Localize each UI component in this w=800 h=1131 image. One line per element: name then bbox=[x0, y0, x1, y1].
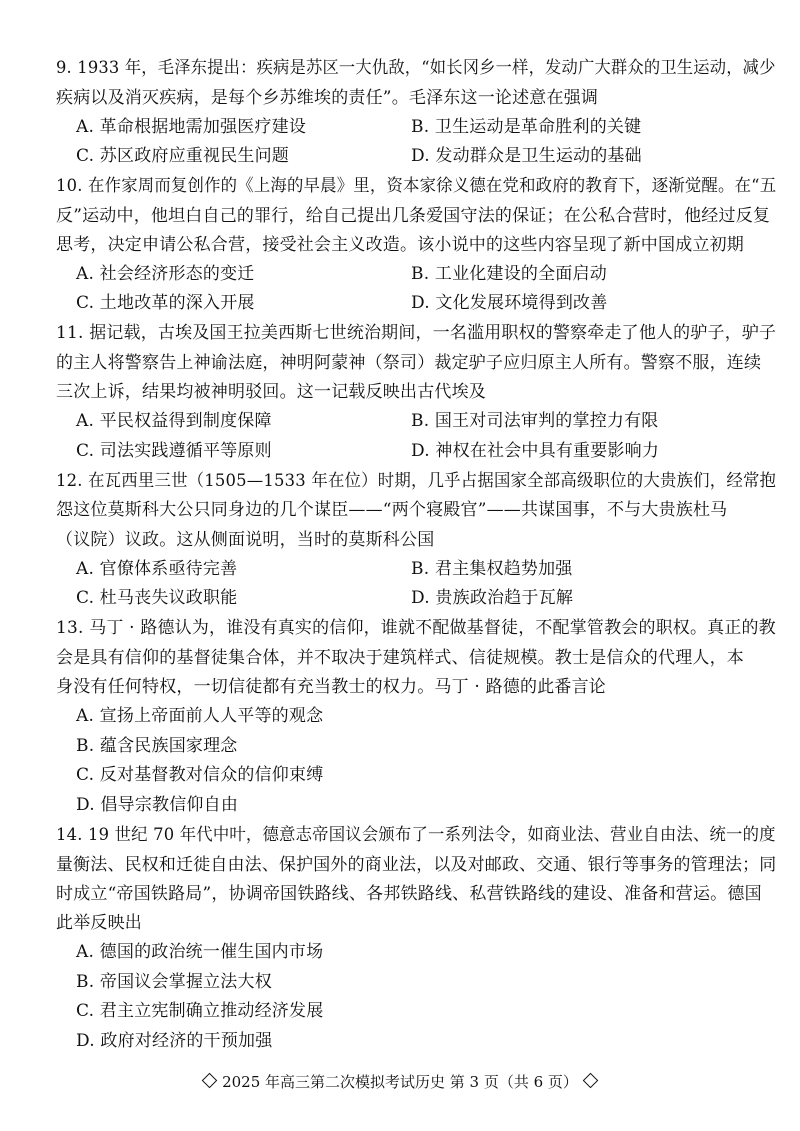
question-stem-line: 9. 1933 年，毛泽东提出：疾病是苏区一大仇敌，“如长冈乡一样，发动广大群众的卫生运动，减少 bbox=[56, 58, 776, 78]
question-stem-line: 13. 马丁 · 路德认为，谁没有真实的信仰，谁就不配做基督徒，不配掌管教会的职权。真正的教 bbox=[56, 618, 776, 638]
option-c: C. 司法实践遵循平等原则 bbox=[76, 441, 272, 461]
option-a: A. 社会经济形态的变迁 bbox=[76, 264, 255, 284]
option-d: D. 政府对经济的干预加强 bbox=[76, 1031, 273, 1051]
option-b: B. 君主集权趋势加强 bbox=[411, 559, 573, 579]
option-b: B. 工业化建设的全面启动 bbox=[411, 264, 607, 284]
question-stem-line: 会是具有信仰的基督徒集合体，并不取决于建筑样式、信徒规模。教士是信众的代理人，本 bbox=[56, 648, 744, 668]
question-stem-line: 量衡法、民权和迁徙自由法、保护国外的商业法，以及对邮政、交通、银行等事务的管理法；同 bbox=[56, 855, 777, 875]
option-a: A. 革命根据地需加强医疗建设 bbox=[76, 117, 307, 137]
option-a: A. 平民权益得到制度保障 bbox=[76, 411, 272, 431]
option-c: C. 土地改革的深入开展 bbox=[76, 293, 255, 313]
question-stem-line: 12. 在瓦西里三世（1505—1533 年在位）时期，几乎占据国家全部高级职位的大贵族们，经常抱 bbox=[56, 471, 777, 491]
option-b: B. 帝国议会掌握立法大权 bbox=[76, 972, 272, 992]
question-stem-line: 10. 在作家周而复创作的《上海的早晨》里，资本家徐义德在党和政府的教育下，逐渐觉醒。在“五 bbox=[56, 176, 777, 196]
question-stem-line: 此举反映出 bbox=[56, 913, 142, 933]
question-stem-line: 思考，决定申请公私合营，接受社会主义改造。该小说中的这些内容呈现了新中国成立初期 bbox=[56, 235, 744, 255]
question-stem-line: 11. 据记载，古埃及国王拉美西斯七世统治期间，一名滥用职权的警察牵走了他人的驴子，驴子 bbox=[56, 323, 777, 343]
question-stem-line: 身没有任何特权，一切信徒都有充当教士的权力。马丁 · 路德的此番言论 bbox=[56, 677, 607, 697]
question-stem-line: 三次上诉，结果均被神明驳回。这一记载反映出古代埃及 bbox=[56, 382, 486, 402]
question-stem-line: 14. 19 世纪 70 年代中叶，德意志帝国议会颁布了一系列法令，如商业法、营业自由法、统一的度 bbox=[56, 825, 776, 845]
option-b: B. 蕴含民族国家理念 bbox=[76, 736, 238, 756]
option-c: C. 反对基督教对信众的信仰束缚 bbox=[76, 765, 324, 785]
footer-text: 2025 年高三第二次模拟考试历史 第 3 页（共 6 页） bbox=[222, 1073, 578, 1091]
option-a: A. 官僚体系亟待完善 bbox=[76, 559, 238, 579]
question-stem-line: （议院）议政。这从侧面说明，当时的莫斯科公国 bbox=[56, 530, 435, 550]
option-c: C. 君主立宪制确立推动经济发展 bbox=[76, 1001, 324, 1021]
option-d: D. 发动群众是卫生运动的基础 bbox=[411, 146, 642, 166]
option-d: D. 倡导宗教信仰自由 bbox=[76, 795, 239, 815]
question-stem-line: 反”运动中，他坦白自己的罪行，给自己提出几条爱国守法的保证；在公私合营时，他经过反复 bbox=[56, 206, 771, 226]
question-stem-line: 疾病以及消灭疾病，是每个乡苏维埃的责任”。毛泽东这一论述意在强调 bbox=[56, 88, 599, 108]
question-stem-line: 怨这位莫斯科大公只同身边的几个谋臣——“两个寝殿官”——共谋国事，不与大贵族杜马 bbox=[56, 500, 728, 520]
option-b: B. 卫生运动是革命胜利的关键 bbox=[411, 117, 642, 137]
diamond-right-icon bbox=[583, 1073, 599, 1089]
option-d: D. 神权在社会中具有重要影响力 bbox=[411, 441, 660, 461]
option-d: D. 贵族政治趋于瓦解 bbox=[411, 588, 574, 608]
question-stem-line: 的主人将警察告上神谕法庭，神明阿蒙神（祭司）裁定驴子应归原主人所有。警察不服，连续 bbox=[56, 353, 762, 373]
option-d: D. 文化发展环境得到改善 bbox=[411, 293, 608, 313]
option-b: B. 国王对司法审判的掌控力有限 bbox=[411, 411, 659, 431]
option-c: C. 杜马丧失议政职能 bbox=[76, 588, 238, 608]
question-stem-line: 时成立“帝国铁路局”，协调帝国铁路线、各邦铁路线、私营铁路线的建设、准备和营运。德国 bbox=[56, 884, 762, 904]
option-c: C. 苏区政府应重视民生问题 bbox=[76, 146, 290, 166]
option-a: A. 宣扬上帝面前人人平等的观念 bbox=[76, 706, 324, 726]
diamond-left-icon bbox=[202, 1073, 218, 1089]
page-footer bbox=[0, 1072, 800, 1092]
option-a: A. 德国的政治统一催生国内市场 bbox=[76, 942, 324, 962]
